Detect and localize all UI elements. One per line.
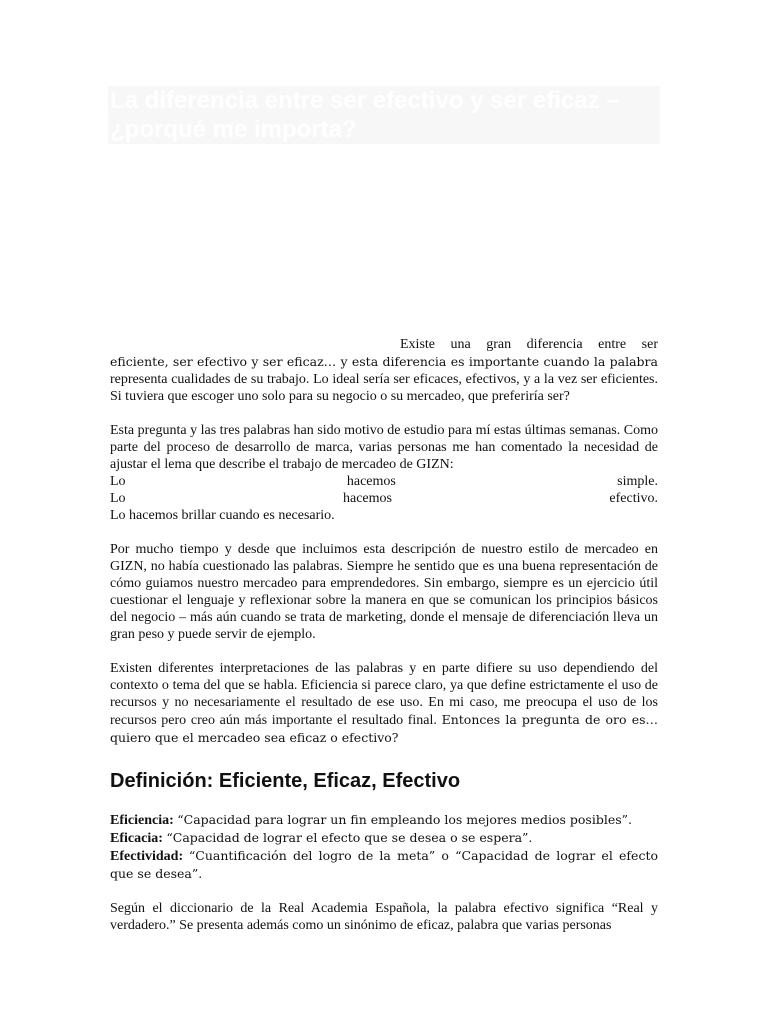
intro-text-mixed: eficiente, ser efectivo y ser eficaz… y esta diferencia es importante cuando la palabra — [110, 354, 658, 369]
motto-word: Lo — [110, 474, 126, 489]
motto-word: hacemos — [343, 491, 392, 506]
interpretations-text: Existen diferentes interpretaciones de las palabras y en parte difiere su uso dependiendo del contexto o tema del que se habla. Eficiencia si parece claro, ya que define estrictamente el uso de recursos y no necesariamente el resultado de ese uso. En mi caso, me preocupa el uso de los recursos pero creo aún más importante el resultado final. — [110, 661, 658, 728]
definition-text: “Cuantificación del logro de la meta” o “Capacidad de lograr el efecto que se desea”. — [110, 848, 659, 881]
definition-text: “Capacidad para lograr un fin empleando los mejores medios posibles”. — [177, 812, 633, 827]
article-body — [110, 336, 658, 951]
paragraph-gizn: Por mucho tiempo y desde que incluimos esta descripción de nuestro estilo de mercadeo en GIZN, no había cuestionado las palabras. Siempre he sentido que es una buena representación de cómo guiamos nuestro mercadeo para emprendedores. Sin embargo, siempre es un ejercicio útil cuestionar el lenguaje y reflexionar sobre la manera en que se comunican los principios básicos del negocio – más aún cuando se trata de marketing, donde el mensaje de diferenciación lleva un gran peso y puede servir de ejemplo. — [110, 542, 658, 642]
motto-line-1 — [110, 473, 658, 490]
definition-term: Eficiencia: — [110, 813, 174, 828]
paragraph-intro — [110, 336, 658, 405]
definitions-list — [110, 811, 658, 883]
intro-text-b: representa cualidades de su trabajo. Lo ideal sería ser eficaces, efectivos, y a la vez ser eficientes. Si tuviera que escoger uno solo para su negocio o su mercadeo, que preferiría ser? — [110, 372, 658, 404]
definition-item — [110, 811, 658, 829]
motto-intro: Esta pregunta y las tres palabras han sido motivo de estudio para mí estas últimas semanas. Como parte del proceso de desarrollo de marca, varias personas me han comentado la necesidad de ajustar el lema que describe el trabajo de mercadeo de GIZN: — [110, 423, 658, 472]
definition-text: “Capacidad de lograr el efecto que se desea o se espera”. — [166, 830, 533, 845]
motto-word: hacemos — [346, 474, 396, 489]
definition-item — [110, 847, 658, 883]
section-heading: Definición: Eficiente, Eficaz, Efectivo — [110, 770, 461, 792]
definition-term: Eficacia: — [110, 831, 163, 846]
definition-term: Efectividad: — [110, 849, 184, 864]
paragraph-rae: Según el diccionario de la Real Academia Española, la palabra efectivo significa “Real y verdadero.” Se presenta además como un sinónimo de eficaz, palabra que varias personas — [110, 901, 658, 933]
motto-line-3: Lo hacemos brillar cuando es necesario. — [110, 508, 335, 523]
intro-text-a: Existe una gran diferencia entre ser — [400, 337, 658, 352]
motto-line-2 — [110, 490, 658, 507]
article-title: La diferencia entre ser efectivo y ser eficaz – ¿porqué me importa? — [110, 87, 620, 143]
motto-word: Lo — [110, 491, 126, 506]
motto-word: efectivo. — [609, 491, 659, 506]
paragraph-motto — [110, 422, 658, 524]
motto-word: simple. — [617, 474, 659, 489]
definition-item — [110, 829, 658, 847]
golden-question: Entonces la pregunta de oro es… quiero que el mercadeo sea eficaz o efectivo? — [110, 712, 659, 745]
paragraph-interpretations — [110, 660, 658, 747]
